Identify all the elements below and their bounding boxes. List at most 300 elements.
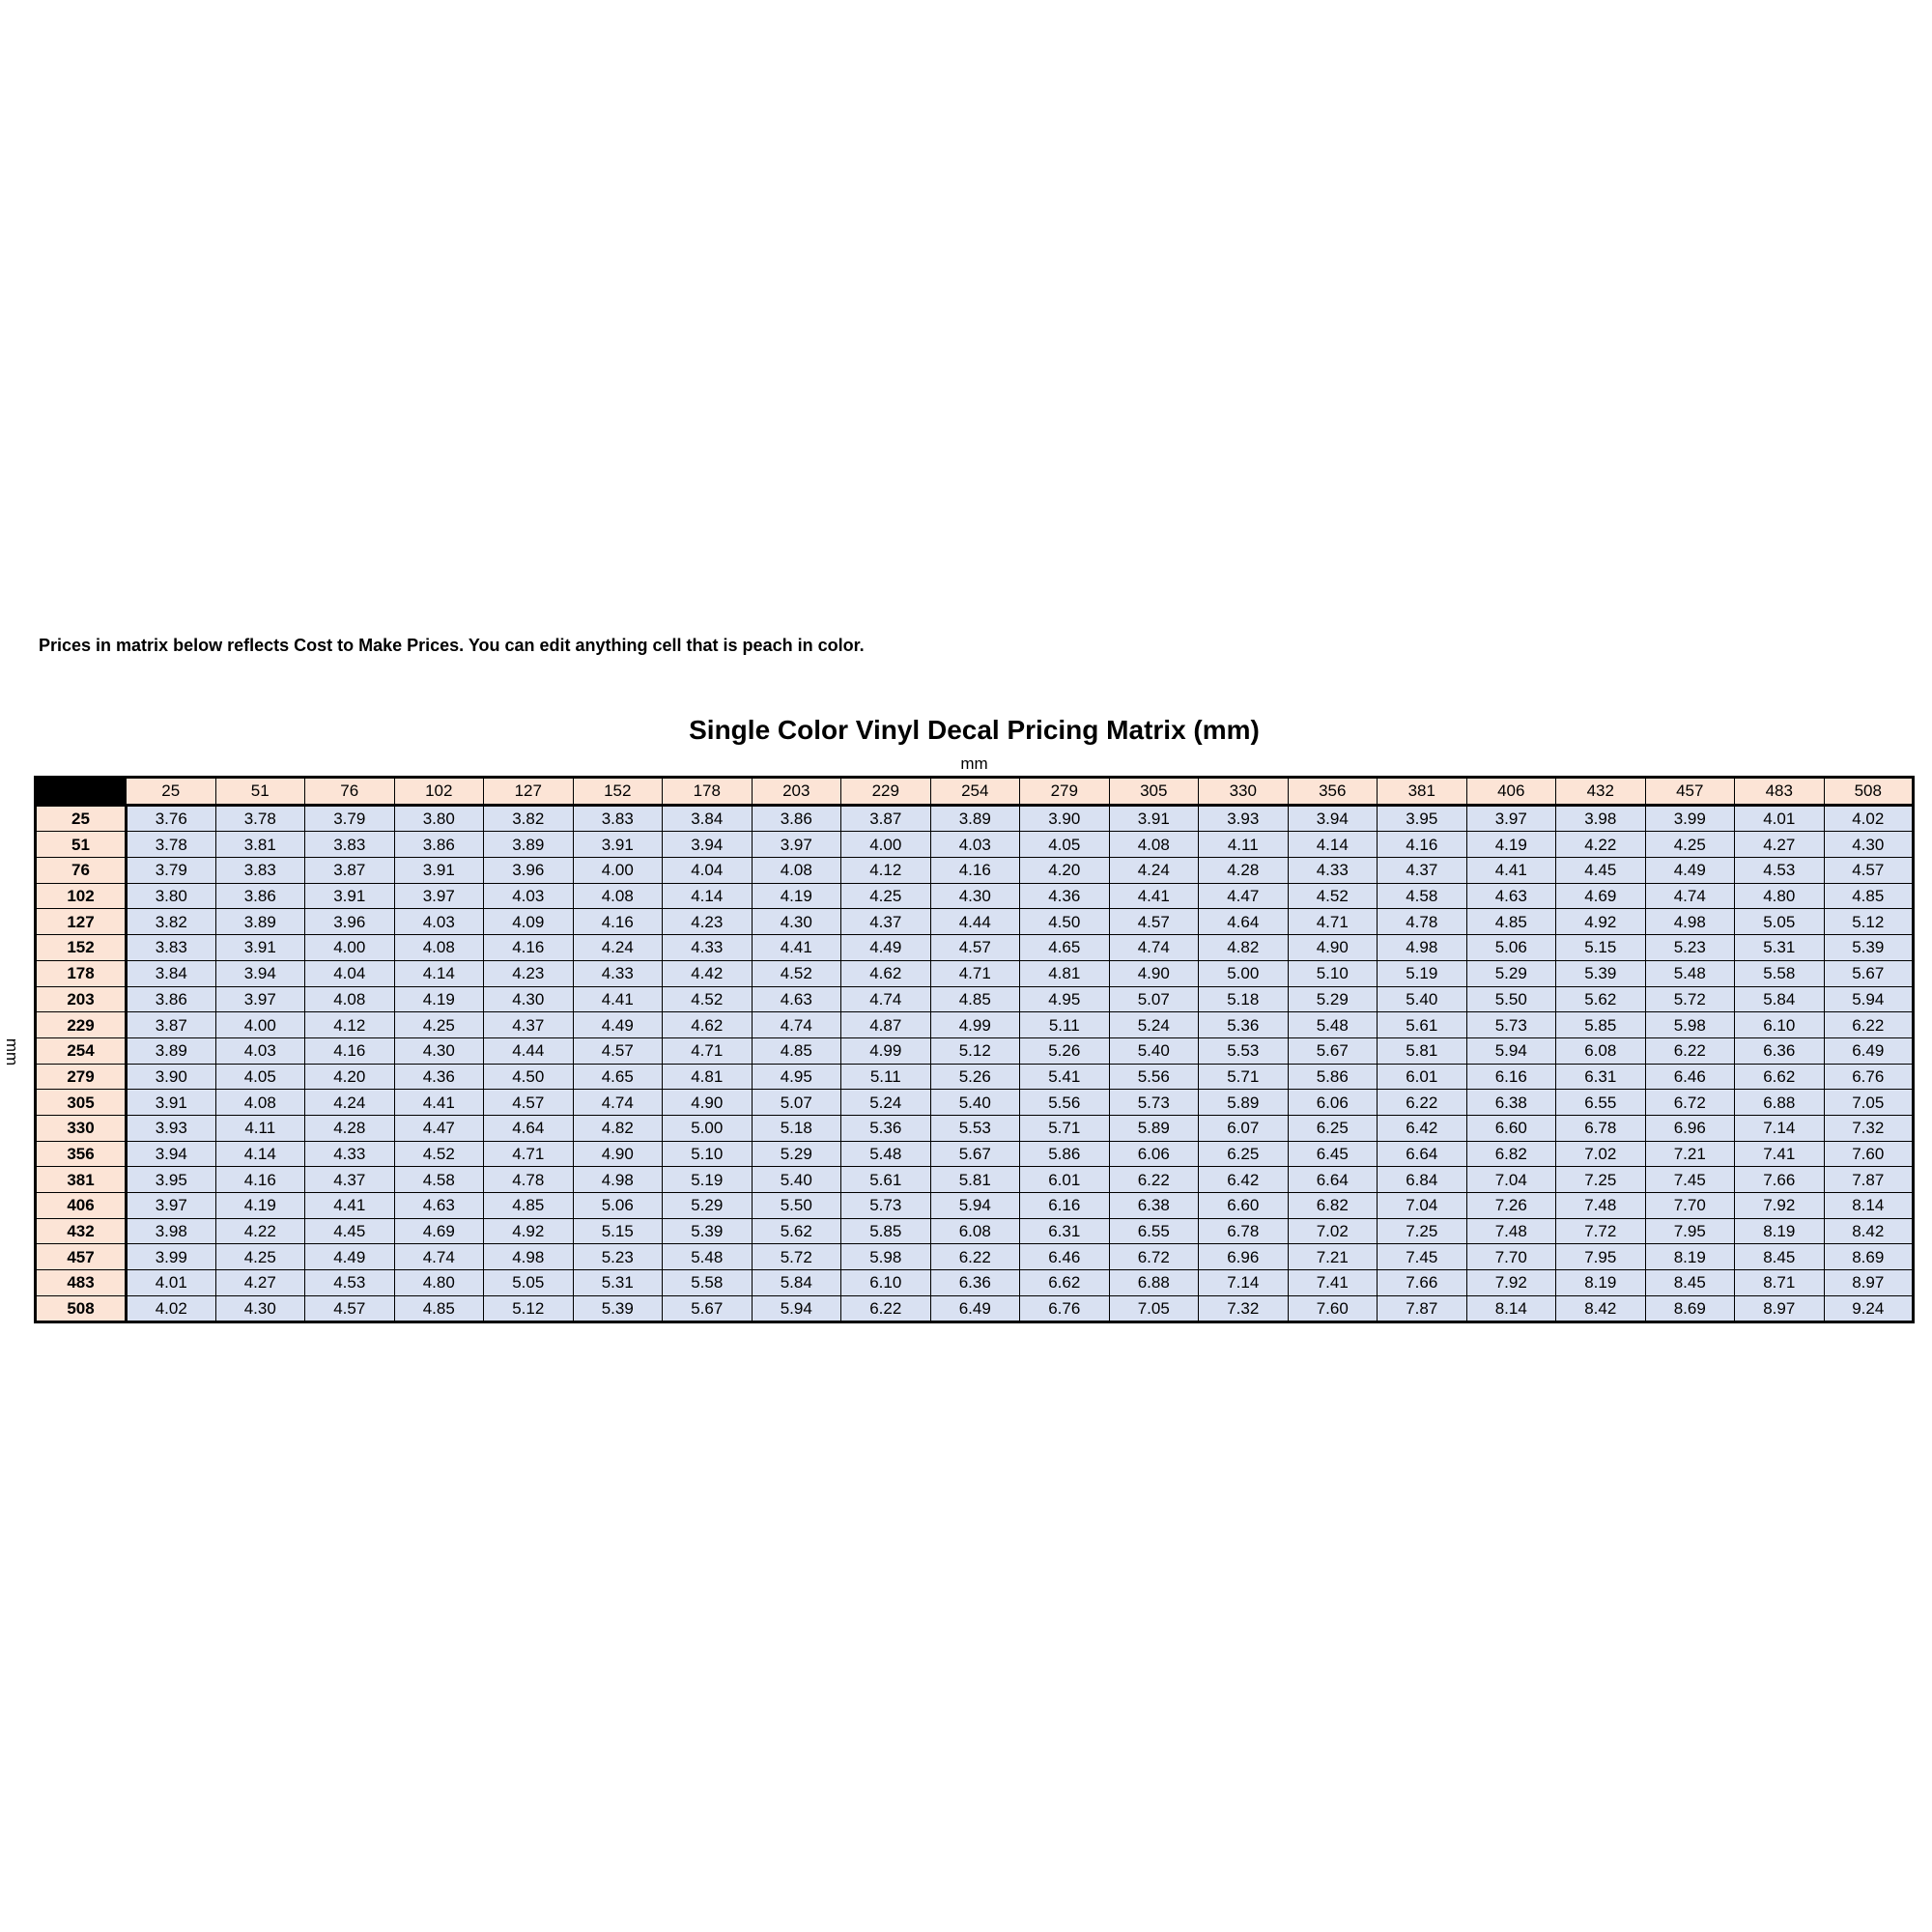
price-cell: 8.14 [1466, 1295, 1556, 1322]
price-cell: 3.78 [215, 805, 305, 832]
table-row [36, 1193, 1914, 1219]
column-header-25[interactable]: 25 [127, 778, 216, 806]
column-header-76[interactable]: 76 [305, 778, 395, 806]
price-cell: 4.08 [394, 935, 484, 961]
price-cell: 4.85 [930, 986, 1020, 1012]
price-cell: 5.67 [1824, 960, 1914, 986]
column-header-203[interactable]: 203 [752, 778, 841, 806]
price-cell: 5.67 [663, 1295, 753, 1322]
column-header-432[interactable]: 432 [1556, 778, 1646, 806]
column-header-152[interactable]: 152 [573, 778, 663, 806]
table-row [36, 1141, 1914, 1167]
price-cell: 8.19 [1735, 1218, 1825, 1244]
price-cell: 5.07 [1109, 986, 1199, 1012]
price-cell: 4.12 [305, 1012, 395, 1038]
price-cell: 4.50 [484, 1064, 574, 1090]
price-cell: 3.86 [394, 832, 484, 858]
price-cell: 5.29 [752, 1141, 841, 1167]
price-cell: 5.15 [573, 1218, 663, 1244]
row-header-381[interactable]: 381 [36, 1167, 127, 1193]
row-header-356[interactable]: 356 [36, 1141, 127, 1167]
price-cell: 4.37 [841, 909, 931, 935]
price-cell: 4.58 [394, 1167, 484, 1193]
price-cell: 7.45 [1645, 1167, 1735, 1193]
price-cell: 4.22 [1556, 832, 1646, 858]
price-cell: 5.18 [1199, 986, 1289, 1012]
price-cell: 3.99 [127, 1244, 216, 1270]
price-cell: 5.53 [930, 1115, 1020, 1141]
price-cell: 5.58 [1735, 960, 1825, 986]
price-cell: 7.05 [1824, 1090, 1914, 1116]
price-cell: 6.42 [1378, 1115, 1467, 1141]
column-header-406[interactable]: 406 [1466, 778, 1556, 806]
price-cell: 5.12 [930, 1037, 1020, 1064]
price-cell: 4.85 [394, 1295, 484, 1322]
price-cell: 3.83 [573, 805, 663, 832]
price-cell: 4.58 [1378, 883, 1467, 909]
price-cell: 4.16 [930, 858, 1020, 884]
price-cell: 5.24 [841, 1090, 931, 1116]
price-cell: 5.62 [1556, 986, 1646, 1012]
price-cell: 4.41 [573, 986, 663, 1012]
price-cell: 7.87 [1378, 1295, 1467, 1322]
price-cell: 4.27 [1735, 832, 1825, 858]
price-cell: 3.89 [484, 832, 574, 858]
price-cell: 5.56 [1020, 1090, 1110, 1116]
price-cell: 7.02 [1556, 1141, 1646, 1167]
matrix-body [36, 805, 1914, 1322]
price-cell: 6.96 [1645, 1115, 1735, 1141]
price-cell: 4.16 [573, 909, 663, 935]
price-cell: 6.46 [1020, 1244, 1110, 1270]
row-header-406[interactable]: 406 [36, 1193, 127, 1219]
table-row [36, 1037, 1914, 1064]
price-cell: 4.52 [394, 1141, 484, 1167]
column-header-508[interactable]: 508 [1824, 778, 1914, 806]
price-cell: 4.44 [930, 909, 1020, 935]
price-cell: 4.19 [1466, 832, 1556, 858]
price-cell: 6.16 [1466, 1064, 1556, 1090]
row-header-508[interactable]: 508 [36, 1295, 127, 1322]
price-cell: 6.64 [1288, 1167, 1378, 1193]
price-cell: 6.78 [1199, 1218, 1289, 1244]
price-cell: 6.60 [1466, 1115, 1556, 1141]
price-cell: 3.79 [127, 858, 216, 884]
price-cell: 4.25 [841, 883, 931, 909]
price-cell: 4.49 [841, 935, 931, 961]
price-cell: 5.18 [752, 1115, 841, 1141]
price-cell: 4.14 [215, 1141, 305, 1167]
price-cell: 4.52 [1288, 883, 1378, 909]
price-cell: 4.74 [1645, 883, 1735, 909]
column-axis-label: mm [960, 754, 988, 773]
price-cell: 8.45 [1735, 1244, 1825, 1270]
price-cell: 3.86 [752, 805, 841, 832]
price-cell: 4.85 [752, 1037, 841, 1064]
price-cell: 3.79 [305, 805, 395, 832]
price-cell: 4.57 [305, 1295, 395, 1322]
price-cell: 6.16 [1020, 1193, 1110, 1219]
price-cell: 4.74 [573, 1090, 663, 1116]
column-header-127[interactable]: 127 [484, 778, 574, 806]
column-header-457[interactable]: 457 [1645, 778, 1735, 806]
price-cell: 7.32 [1199, 1295, 1289, 1322]
price-cell: 3.93 [1199, 805, 1289, 832]
price-cell: 7.95 [1645, 1218, 1735, 1244]
price-cell: 7.21 [1288, 1244, 1378, 1270]
price-cell: 4.69 [394, 1218, 484, 1244]
price-cell: 5.48 [1645, 960, 1735, 986]
price-cell: 5.11 [841, 1064, 931, 1090]
table-row [36, 858, 1914, 884]
price-cell: 6.22 [1378, 1090, 1467, 1116]
price-cell: 4.03 [215, 1037, 305, 1064]
price-cell: 4.52 [663, 986, 753, 1012]
price-cell: 4.41 [305, 1193, 395, 1219]
price-cell: 6.08 [1556, 1037, 1646, 1064]
price-cell: 8.42 [1824, 1218, 1914, 1244]
price-cell: 5.07 [752, 1090, 841, 1116]
price-cell: 4.81 [663, 1064, 753, 1090]
price-cell: 5.00 [1199, 960, 1289, 986]
price-cell: 4.52 [752, 960, 841, 986]
price-cell: 4.49 [573, 1012, 663, 1038]
price-cell: 3.90 [1020, 805, 1110, 832]
price-cell: 7.48 [1556, 1193, 1646, 1219]
price-cell: 8.69 [1645, 1295, 1735, 1322]
price-cell: 6.22 [930, 1244, 1020, 1270]
price-cell: 5.85 [1556, 1012, 1646, 1038]
price-cell: 4.49 [1645, 858, 1735, 884]
price-cell: 4.80 [394, 1270, 484, 1296]
price-cell: 4.64 [1199, 909, 1289, 935]
price-cell: 4.09 [484, 909, 574, 935]
price-cell: 5.98 [841, 1244, 931, 1270]
price-cell: 4.02 [127, 1295, 216, 1322]
price-cell: 6.08 [930, 1218, 1020, 1244]
price-cell: 7.92 [1466, 1270, 1556, 1296]
price-cell: 5.39 [573, 1295, 663, 1322]
price-cell: 5.19 [1378, 960, 1467, 986]
price-cell: 4.00 [215, 1012, 305, 1038]
row-header-178[interactable]: 178 [36, 960, 127, 986]
price-cell: 6.55 [1109, 1218, 1199, 1244]
row-header-330[interactable]: 330 [36, 1115, 127, 1141]
price-cell: 6.82 [1288, 1193, 1378, 1219]
price-cell: 4.30 [215, 1295, 305, 1322]
column-header-row [36, 778, 1914, 806]
price-cell: 6.01 [1020, 1167, 1110, 1193]
price-cell: 6.10 [1735, 1012, 1825, 1038]
price-cell: 4.99 [841, 1037, 931, 1064]
price-cell: 4.85 [484, 1193, 574, 1219]
price-cell: 4.08 [752, 858, 841, 884]
price-cell: 3.87 [305, 858, 395, 884]
price-cell: 4.16 [1378, 832, 1467, 858]
price-cell: 6.76 [1824, 1064, 1914, 1090]
row-header-76[interactable]: 76 [36, 858, 127, 884]
price-cell: 5.05 [1735, 909, 1825, 935]
price-cell: 4.95 [752, 1064, 841, 1090]
price-cell: 4.11 [1199, 832, 1289, 858]
price-cell: 4.44 [484, 1037, 574, 1064]
price-cell: 7.48 [1466, 1218, 1556, 1244]
price-cell: 4.71 [1288, 909, 1378, 935]
price-cell: 6.38 [1466, 1090, 1556, 1116]
row-header-102[interactable]: 102 [36, 883, 127, 909]
price-cell: 5.05 [484, 1270, 574, 1296]
price-cell: 4.33 [1288, 858, 1378, 884]
price-cell: 5.56 [1109, 1064, 1199, 1090]
column-header-356[interactable]: 356 [1288, 778, 1378, 806]
price-cell: 5.36 [1199, 1012, 1289, 1038]
price-cell: 3.97 [127, 1193, 216, 1219]
price-cell: 3.91 [305, 883, 395, 909]
price-cell: 3.83 [127, 935, 216, 961]
price-cell: 5.61 [1378, 1012, 1467, 1038]
price-cell: 6.72 [1109, 1244, 1199, 1270]
price-cell: 5.41 [1020, 1064, 1110, 1090]
price-cell: 3.82 [127, 909, 216, 935]
price-cell: 3.90 [127, 1064, 216, 1090]
price-cell: 3.91 [215, 935, 305, 961]
price-cell: 5.06 [573, 1193, 663, 1219]
price-cell: 4.01 [127, 1270, 216, 1296]
price-cell: 3.87 [127, 1012, 216, 1038]
price-cell: 3.97 [215, 986, 305, 1012]
price-cell: 3.94 [127, 1141, 216, 1167]
price-cell: 7.05 [1109, 1295, 1199, 1322]
price-cell: 3.83 [305, 832, 395, 858]
price-cell: 5.81 [1378, 1037, 1467, 1064]
price-cell: 5.72 [1645, 986, 1735, 1012]
price-cell: 4.02 [1824, 805, 1914, 832]
price-cell: 4.24 [305, 1090, 395, 1116]
column-header-305[interactable]: 305 [1109, 778, 1199, 806]
price-cell: 3.89 [215, 909, 305, 935]
column-header-330[interactable]: 330 [1199, 778, 1289, 806]
price-cell: 8.97 [1735, 1295, 1825, 1322]
price-cell: 3.97 [394, 883, 484, 909]
price-cell: 5.84 [1735, 986, 1825, 1012]
table-row [36, 883, 1914, 909]
price-cell: 6.10 [841, 1270, 931, 1296]
price-cell: 6.38 [1109, 1193, 1199, 1219]
row-header-229[interactable]: 229 [36, 1012, 127, 1038]
pricing-matrix-table [34, 776, 1915, 1323]
price-cell: 5.58 [663, 1270, 753, 1296]
price-cell: 4.74 [1109, 935, 1199, 961]
price-cell: 4.01 [1735, 805, 1825, 832]
price-cell: 4.08 [573, 883, 663, 909]
price-cell: 3.98 [1556, 805, 1646, 832]
row-header-483[interactable]: 483 [36, 1270, 127, 1296]
price-cell: 3.80 [394, 805, 484, 832]
row-header-279[interactable]: 279 [36, 1064, 127, 1090]
price-cell: 4.30 [1824, 832, 1914, 858]
price-cell: 6.49 [1824, 1037, 1914, 1064]
row-header-254[interactable]: 254 [36, 1037, 127, 1064]
price-cell: 3.96 [305, 909, 395, 935]
price-cell: 3.94 [663, 832, 753, 858]
price-cell: 4.65 [573, 1064, 663, 1090]
price-cell: 6.55 [1556, 1090, 1646, 1116]
price-cell: 4.33 [663, 935, 753, 961]
price-cell: 5.50 [752, 1193, 841, 1219]
price-cell: 4.41 [1466, 858, 1556, 884]
price-cell: 5.73 [841, 1193, 931, 1219]
price-cell: 6.36 [930, 1270, 1020, 1296]
price-cell: 7.70 [1466, 1244, 1556, 1270]
price-cell: 4.05 [1020, 832, 1110, 858]
table-row [36, 1064, 1914, 1090]
row-axis-label: mm [3, 1037, 21, 1066]
price-cell: 6.60 [1199, 1193, 1289, 1219]
price-cell: 4.87 [841, 1012, 931, 1038]
price-cell: 4.25 [215, 1244, 305, 1270]
price-cell: 4.71 [930, 960, 1020, 986]
table-row [36, 1090, 1914, 1116]
price-cell: 4.63 [1466, 883, 1556, 909]
price-cell: 3.91 [394, 858, 484, 884]
column-header-279[interactable]: 279 [1020, 778, 1110, 806]
price-cell: 6.72 [1645, 1090, 1735, 1116]
price-cell: 4.20 [1020, 858, 1110, 884]
column-header-178[interactable]: 178 [663, 778, 753, 806]
price-cell: 4.57 [1109, 909, 1199, 935]
column-header-51[interactable]: 51 [215, 778, 305, 806]
price-cell: 6.42 [1199, 1167, 1289, 1193]
price-cell: 4.62 [663, 1012, 753, 1038]
row-header-305[interactable]: 305 [36, 1090, 127, 1116]
price-cell: 5.29 [1288, 986, 1378, 1012]
price-cell: 4.57 [930, 935, 1020, 961]
price-cell: 8.19 [1645, 1244, 1735, 1270]
price-cell: 4.30 [930, 883, 1020, 909]
price-cell: 5.26 [1020, 1037, 1110, 1064]
matrix-title: Single Color Vinyl Decal Pricing Matrix (mm) [689, 715, 1260, 745]
price-cell: 4.92 [484, 1218, 574, 1244]
price-cell: 4.33 [573, 960, 663, 986]
column-header-229[interactable]: 229 [841, 778, 931, 806]
price-cell: 6.84 [1378, 1167, 1467, 1193]
price-cell: 5.48 [841, 1141, 931, 1167]
price-cell: 4.04 [663, 858, 753, 884]
price-cell: 7.02 [1288, 1218, 1378, 1244]
price-cell: 6.62 [1020, 1270, 1110, 1296]
price-cell: 4.08 [215, 1090, 305, 1116]
price-cell: 4.57 [573, 1037, 663, 1064]
instruction-note: Prices in matrix below reflects Cost to Make Prices. You can edit anything cell that is peach in color. [39, 636, 865, 655]
price-cell: 4.11 [215, 1115, 305, 1141]
price-cell: 3.93 [127, 1115, 216, 1141]
price-cell: 6.62 [1735, 1064, 1825, 1090]
row-header-203[interactable]: 203 [36, 986, 127, 1012]
price-cell: 7.87 [1824, 1167, 1914, 1193]
price-cell: 7.72 [1556, 1218, 1646, 1244]
price-cell: 4.81 [1020, 960, 1110, 986]
price-cell: 5.94 [930, 1193, 1020, 1219]
price-cell: 5.98 [1645, 1012, 1735, 1038]
price-cell: 5.31 [1735, 935, 1825, 961]
price-cell: 4.98 [1378, 935, 1467, 961]
price-cell: 5.29 [663, 1193, 753, 1219]
price-cell: 4.82 [1199, 935, 1289, 961]
price-cell: 8.14 [1824, 1193, 1914, 1219]
row-header-25[interactable]: 25 [36, 805, 127, 832]
price-cell: 3.97 [752, 832, 841, 858]
price-cell: 4.95 [1020, 986, 1110, 1012]
price-cell: 5.10 [663, 1141, 753, 1167]
price-cell: 4.74 [752, 1012, 841, 1038]
table-row [36, 1012, 1914, 1038]
price-cell: 4.63 [752, 986, 841, 1012]
column-header-483[interactable]: 483 [1735, 778, 1825, 806]
price-cell: 5.67 [1288, 1037, 1378, 1064]
price-cell: 6.49 [930, 1295, 1020, 1322]
price-cell: 3.87 [841, 805, 931, 832]
price-cell: 5.53 [1199, 1037, 1289, 1064]
price-cell: 5.40 [752, 1167, 841, 1193]
price-cell: 3.81 [215, 832, 305, 858]
price-cell: 4.14 [663, 883, 753, 909]
row-header-432[interactable]: 432 [36, 1218, 127, 1244]
column-header-381[interactable]: 381 [1378, 778, 1467, 806]
price-cell: 4.78 [484, 1167, 574, 1193]
price-cell: 5.31 [573, 1270, 663, 1296]
price-cell: 7.60 [1288, 1295, 1378, 1322]
price-cell: 4.41 [752, 935, 841, 961]
price-cell: 5.15 [1556, 935, 1646, 961]
price-cell: 4.04 [305, 960, 395, 986]
price-cell: 9.24 [1824, 1295, 1914, 1322]
price-cell: 4.03 [394, 909, 484, 935]
table-row [36, 1167, 1914, 1193]
price-cell: 3.76 [127, 805, 216, 832]
table-row [36, 832, 1914, 858]
price-cell: 5.85 [841, 1218, 931, 1244]
table-row [36, 1244, 1914, 1270]
price-cell: 4.53 [1735, 858, 1825, 884]
price-cell: 7.04 [1378, 1193, 1467, 1219]
row-header-152[interactable]: 152 [36, 935, 127, 961]
price-cell: 5.50 [1466, 986, 1556, 1012]
row-header-51[interactable]: 51 [36, 832, 127, 858]
price-cell: 8.42 [1556, 1295, 1646, 1322]
price-cell: 7.25 [1378, 1218, 1467, 1244]
price-cell: 3.98 [127, 1218, 216, 1244]
column-header-102[interactable]: 102 [394, 778, 484, 806]
price-cell: 4.30 [394, 1037, 484, 1064]
price-cell: 4.25 [394, 1012, 484, 1038]
price-cell: 5.61 [841, 1167, 931, 1193]
price-cell: 8.97 [1824, 1270, 1914, 1296]
price-cell: 4.28 [1199, 858, 1289, 884]
column-header-254[interactable]: 254 [930, 778, 1020, 806]
price-cell: 4.36 [1020, 883, 1110, 909]
row-header-457[interactable]: 457 [36, 1244, 127, 1270]
price-cell: 5.29 [1466, 960, 1556, 986]
row-header-127[interactable]: 127 [36, 909, 127, 935]
price-cell: 7.45 [1378, 1244, 1467, 1270]
price-cell: 4.14 [394, 960, 484, 986]
price-cell: 8.71 [1735, 1270, 1825, 1296]
price-cell: 5.39 [663, 1218, 753, 1244]
price-cell: 4.00 [305, 935, 395, 961]
price-cell: 4.63 [394, 1193, 484, 1219]
price-cell: 7.04 [1466, 1167, 1556, 1193]
price-cell: 3.80 [127, 883, 216, 909]
